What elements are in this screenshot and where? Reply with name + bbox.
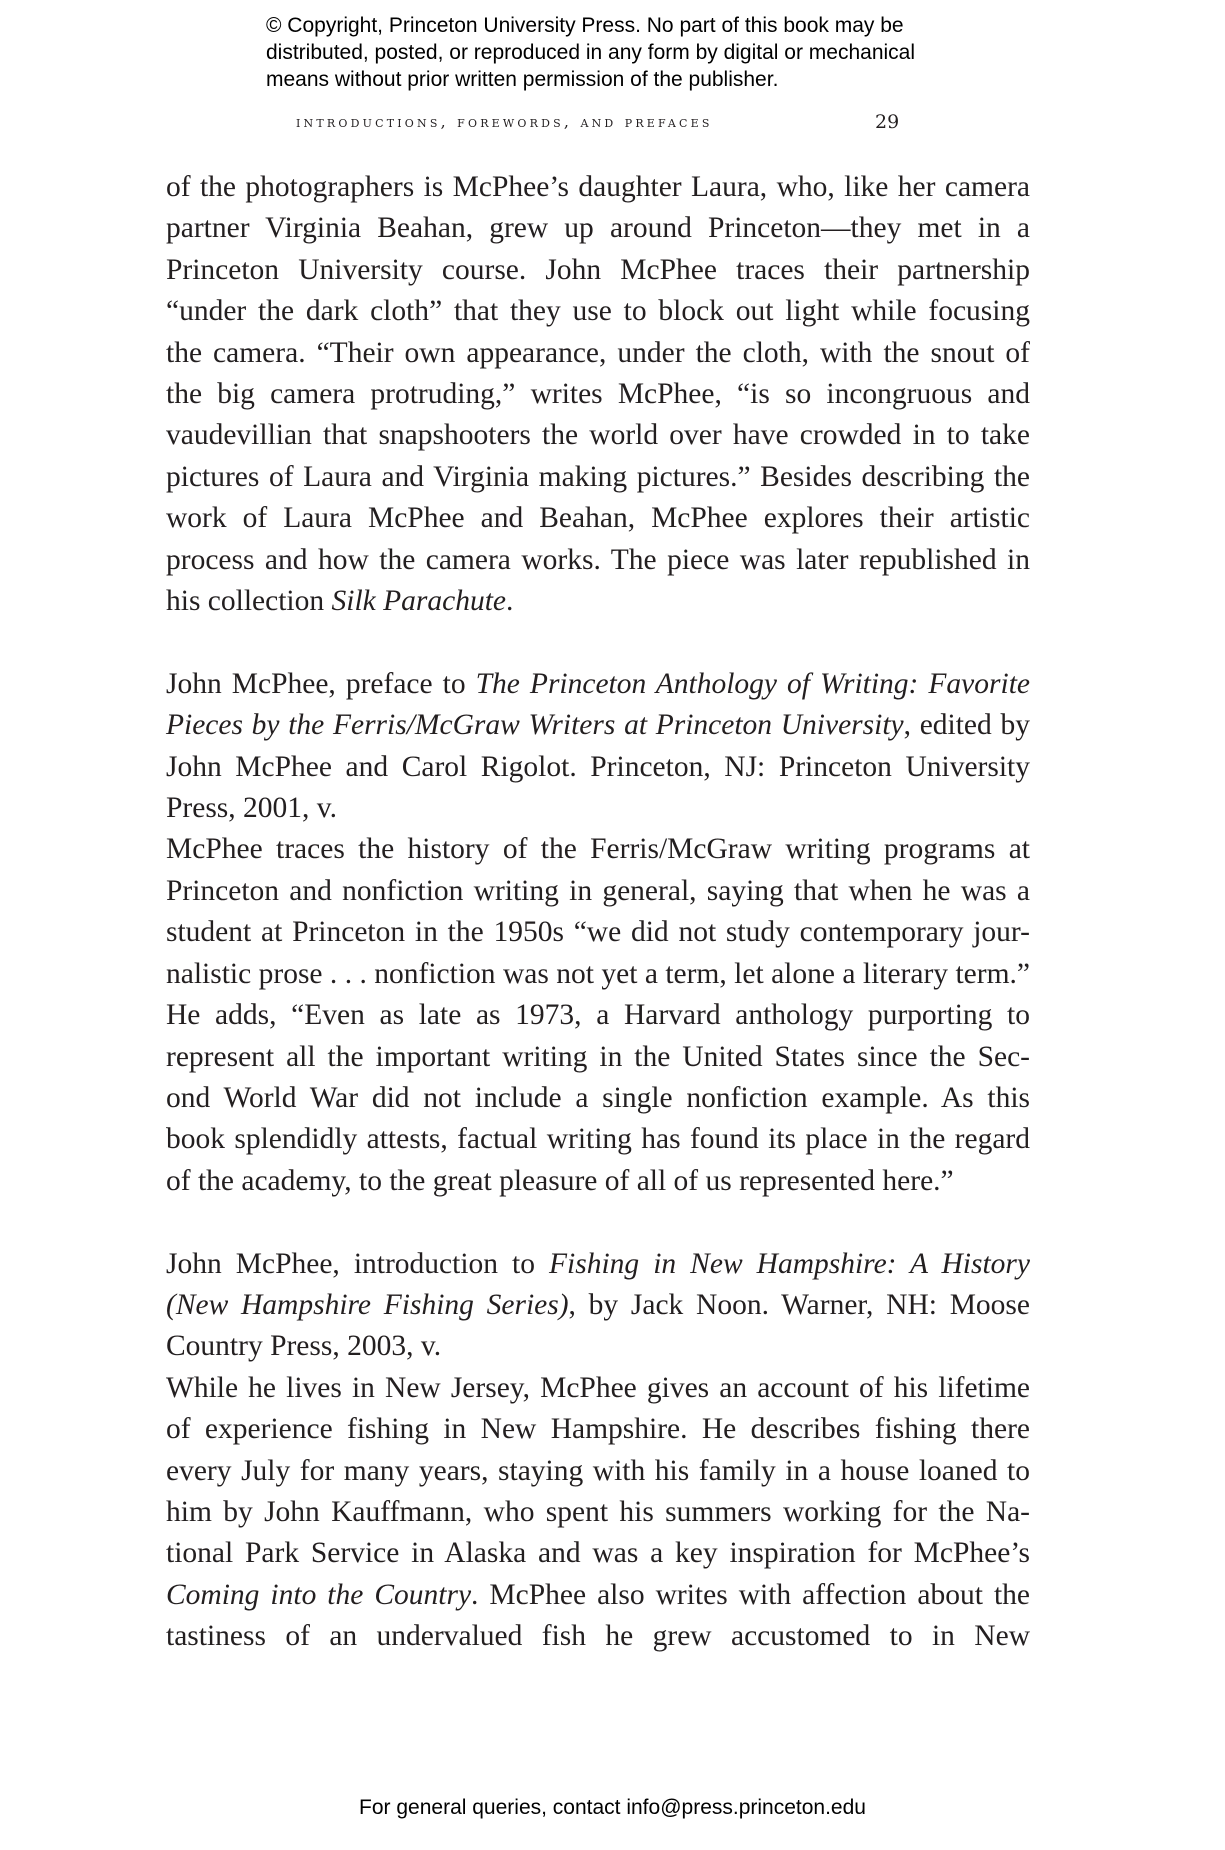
text-line: him by John Kauffmann, who spent his summers working for the Na- — [166, 1495, 1030, 1528]
text-line: the camera. “Their own appearance, under the cloth, with the snout of — [166, 336, 1030, 369]
copyright-notice — [266, 12, 986, 93]
citation-line — [166, 1285, 1030, 1326]
text-line: Princeton University course. John McPhee traces their partnership — [166, 253, 1030, 286]
text-line: partner Virginia Beahan, grew up around Princeton—they met in a — [166, 212, 1030, 245]
text-run: . — [506, 585, 514, 618]
text-line: tional Park Service in Alaska and was a key inspiration for McPhee’s — [166, 1537, 1030, 1570]
text-line: nalistic prose . . . nonfiction was not yet a term, let alone a literary term.” — [166, 957, 1030, 990]
text-line: student at Princeton in the 1950s “we did not study contemporary jour- — [166, 916, 1030, 949]
page-body — [166, 167, 1030, 1658]
text-line: Princeton and nonfiction writing in general, saying that when he was a — [166, 874, 1030, 907]
entry-princeton-anthology — [166, 664, 1030, 1202]
text-line: every July for many years, staying with his family in a house loaned to — [166, 1454, 1030, 1487]
text-line: ond World War did not include a single nonfiction example. As this — [166, 1081, 1030, 1114]
text-line: book splendidly attests, factual writing has found its place in the regard — [166, 1123, 1030, 1156]
book-title: Fishing in New Hampshire: A History — [549, 1247, 1030, 1280]
book-title: Coming into the Country — [166, 1578, 472, 1611]
citation-line: Press, 2001, v. — [166, 792, 337, 825]
book-title: The Princeton Anthology of Writing: Favorite — [475, 667, 1030, 700]
text-line: vaudevillian that snapshooters the world over have crowded in to take — [166, 419, 1030, 452]
text-line: of experience fishing in New Hampshire. He describes fishing there — [166, 1413, 1030, 1446]
copyright-line: means without prior written permission of the publisher. — [266, 68, 779, 91]
entry-fishing-new-hampshire — [166, 1244, 1030, 1658]
text-line: represent all the important writing in the United States since the Sec- — [166, 1040, 1030, 1073]
text-line: McPhee traces the history of the Ferris/McGraw writing programs at — [166, 833, 1030, 866]
text-line: of the photographers is McPhee’s daughter Laura, who, like her camera — [166, 171, 1030, 203]
book-title: (New Hampshire Fishing Series) — [166, 1288, 569, 1321]
footer-contact: For general queries, contact info@press.princeton.edu — [359, 1796, 866, 1819]
text-run: John McPhee, introduction to — [166, 1247, 550, 1280]
text-line — [166, 581, 1030, 622]
text-line: of the academy, to the great pleasure of all of us represented here.” — [166, 1164, 954, 1197]
paragraph-photographers — [166, 167, 1030, 622]
text-run: John McPhee, preface to — [166, 667, 476, 700]
page-number: 29 — [875, 111, 900, 133]
book-title: Silk Parachute — [331, 585, 506, 618]
entry-spacer — [166, 1202, 1030, 1243]
citation-line: John McPhee and Carol Rigolot. Princeton, NJ: Princeton University — [166, 750, 1030, 783]
copyright-line: © Copyright, Princeton University Press. No part of this book may be — [266, 14, 904, 37]
text-line: the big camera protruding,” writes McPhee, “is so incongruous and — [166, 378, 1030, 411]
text-line: He adds, “Even as late as 1973, a Harvard anthology purporting to — [166, 999, 1030, 1032]
text-line: work of Laura McPhee and Beahan, McPhee explores their artistic — [166, 502, 1030, 535]
text-run: , by Jack Noon. Warner, NH: Moose — [568, 1288, 1030, 1321]
text-line: process and how the camera works. The piece was later republished in — [166, 543, 1030, 576]
text-line: While he lives in New Jersey, McPhee gives an account of his lifetime — [166, 1371, 1030, 1404]
entry-spacer — [166, 622, 1030, 663]
citation-line — [166, 705, 1030, 746]
text-run: . McPhee also writes with affection about the — [471, 1578, 1030, 1611]
text-run: , edited by — [903, 709, 1030, 742]
text-line: “under the dark cloth” that they use to block out light while focusing — [166, 295, 1030, 328]
text-line — [166, 1575, 1030, 1616]
citation-line — [166, 1244, 1030, 1285]
copyright-line: distributed, posted, or reproduced in any form by digital or mechanical — [266, 41, 916, 64]
text-line: pictures of Laura and Virginia making pictures.” Besides describing the — [166, 460, 1030, 493]
book-title: Pieces by the Ferris/McGraw Writers at Princeton University — [166, 709, 904, 742]
running-head: introductions, forewords, and prefaces — [296, 112, 713, 131]
citation-line — [166, 664, 1030, 705]
text-run: his collection — [166, 585, 332, 618]
text-line: tastiness of an undervalued fish he grew accustomed to in New — [166, 1620, 1030, 1653]
citation-line: Country Press, 2003, v. — [166, 1330, 442, 1363]
